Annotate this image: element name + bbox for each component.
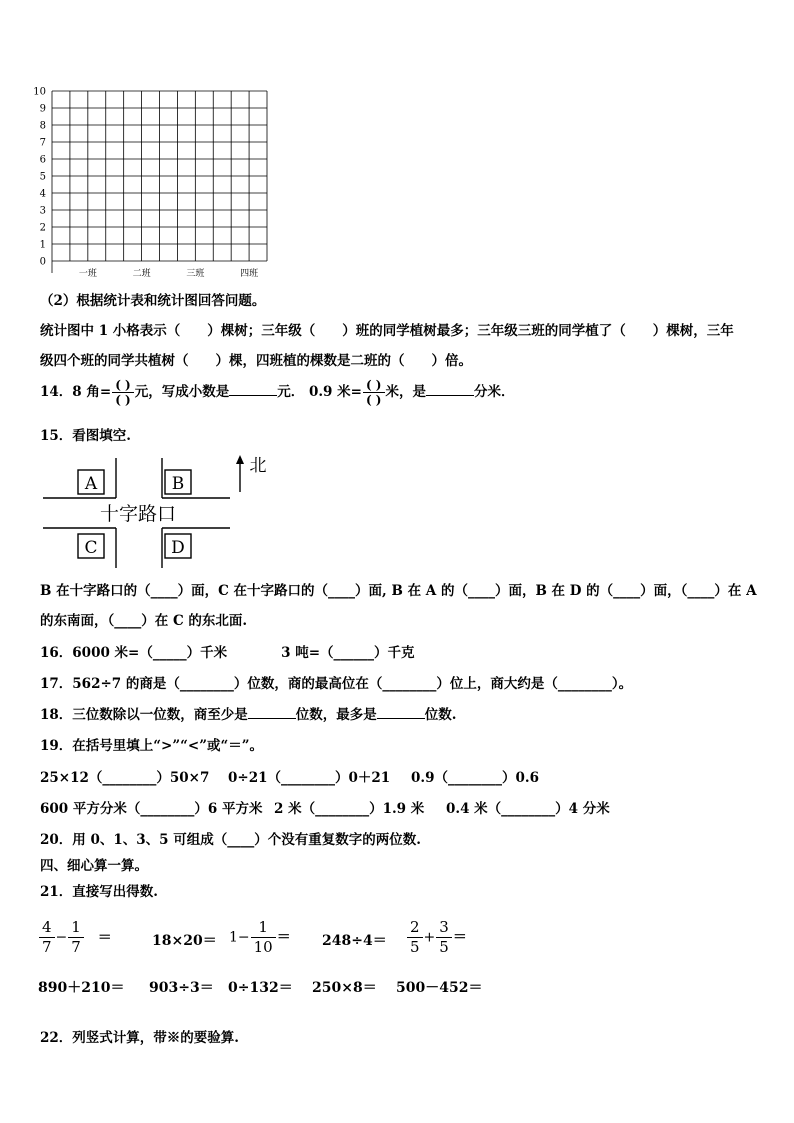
question-14: 14．8 角= $\frac{( )}{( )}$ 元，写成小数是 元． 0.9 米= $\frac{( )}{( )}$ 米，是 分米． [40, 378, 515, 407]
crossroads-map [38, 452, 278, 572]
label-b: B [171, 474, 185, 494]
x-category-label: 一班 [78, 269, 97, 279]
question-18: 18．三位数除以一位数，商至少是 位数，最多是 位数. [40, 707, 457, 723]
q13-part2-line2: 级四个班的同学共植树（ ）棵，四班植的棵数是二班的（ ）倍。 [40, 353, 472, 369]
y-tick-label: 7 [39, 137, 46, 149]
label-c: C [84, 538, 98, 558]
q21-expr-9: 250×8＝ [312, 980, 377, 996]
y-tick-label: 6 [39, 154, 46, 166]
y-tick-label: 1 [39, 239, 46, 251]
x-category-label: 二班 [132, 269, 151, 279]
question-21-heading: 21．直接写出得数. [40, 884, 158, 900]
question-16: 16．6000 米=（_____）千米 3 吨=（______）千克 [40, 645, 415, 661]
y-tick-label: 10 [33, 86, 46, 98]
question-17: 17．562÷7 的商是（________）位数，商的最高位在（________）位上，商大约是（________）。 [40, 676, 633, 692]
section-4-heading: 四、细心算一算。 [40, 858, 148, 874]
q15-line1: B 在十字路口的（____）面，C 在十字路口的（____）面, B 在 A 的（____）面，B 在 D 的（____）面，（____）在 A [40, 583, 757, 599]
x-category-label: 四班 [240, 269, 259, 279]
y-tick-label: 9 [39, 103, 46, 115]
q14-label: 14．8 角= [40, 384, 112, 400]
q14-blank-1[interactable] [229, 383, 277, 396]
y-tick-label: 4 [39, 188, 46, 200]
q13-part2-line1: 统计图中 1 小格表示（ ）棵树；三年级（ ）班的同学植树最多；三年级三班的同学植了（ ）棵树，三年 [40, 323, 734, 339]
q19-row2-item1: 600 平方分米（________）6 平方米 [40, 801, 263, 817]
q21-expr-8: 0÷132＝ [228, 980, 293, 996]
q19-row2-item3: 0.4 米（________）4 分米 [446, 801, 610, 817]
q21-expr-5: $\frac{2}{5}$ + $\frac{3}{5}$ ＝ [406, 918, 467, 957]
blank-bar-chart-grid [30, 84, 275, 279]
y-tick-label: 0 [39, 256, 46, 268]
q14-fraction-1: $\frac{( )}{( )}$ [112, 378, 134, 407]
q18-blank-2[interactable] [377, 706, 425, 719]
q14-blank-2[interactable] [426, 383, 474, 396]
q15-line2: 的东南面，（____）在 C 的东北面. [40, 613, 248, 629]
q19-row2-item2: 2 米（________）1.9 米 [274, 801, 425, 817]
q18-blank-1[interactable] [248, 706, 296, 719]
q19-row1-item1: 25×12（________）50×7 [40, 770, 210, 786]
question-19-heading: 19．在括号里填上“>”“<”或“＝”。 [40, 738, 264, 754]
x-category-label: 三班 [186, 269, 205, 279]
north-label: 北 [249, 456, 267, 476]
y-tick-label: 3 [39, 205, 46, 217]
north-arrow-icon [236, 455, 244, 464]
q19-row1-item3: 0.9（________）0.6 [411, 770, 539, 786]
question-22: 22．列竖式计算，带※的要验算. [40, 1030, 239, 1046]
y-tick-label: 8 [39, 120, 46, 132]
question-15-heading: 15．看图填空. [40, 428, 131, 444]
label-d: D [171, 538, 185, 558]
q13-part2-heading: （2）根据统计表和统计图回答问题。 [40, 293, 266, 309]
question-20: 20．用 0、1、3、5 可组成（____）个没有重复数字的两位数. [40, 832, 421, 848]
y-tick-label: 5 [39, 171, 46, 183]
crossroads-label: 十字路口 [99, 503, 177, 525]
q19-row1-item2: 0÷21（________）0＋21 [228, 770, 391, 786]
q21-expr-1: $\frac{4}{7}$ − $\frac{1}{7}$ ＝ [38, 918, 112, 957]
q14-fraction-2: $\frac{( )}{( )}$ [363, 378, 385, 407]
label-a: A [84, 474, 98, 494]
q21-expr-10: 500－452＝ [396, 980, 483, 996]
q21-expr-6: 890＋210＝ [38, 980, 125, 996]
q21-expr-2: 18×20＝ [152, 933, 217, 949]
q21-expr-3: 1− $\frac{1}{10}$ ＝ [229, 918, 291, 956]
q21-expr-7: 903÷3＝ [149, 980, 214, 996]
q21-expr-4: 248÷4＝ [322, 933, 387, 949]
y-tick-label: 2 [39, 222, 46, 234]
